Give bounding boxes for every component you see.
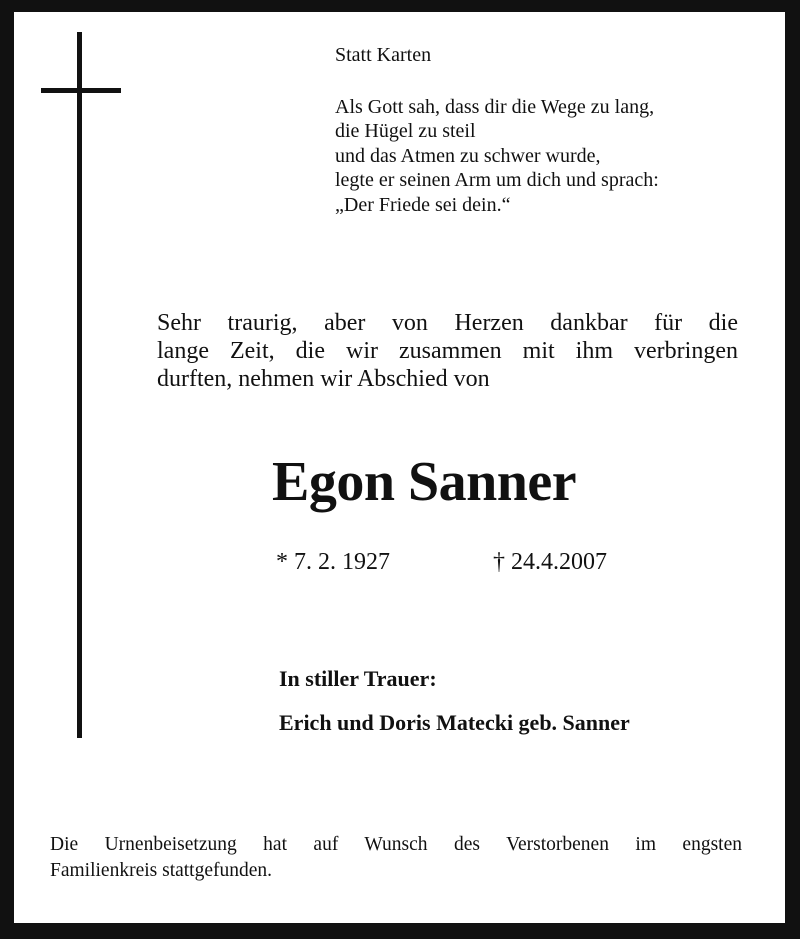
- intro-text: [157, 309, 738, 393]
- poem-line: die Hügel zu steil: [335, 120, 476, 143]
- footer-line: Familienkreis stattgefunden.: [50, 860, 273, 881]
- cross-icon-vertical-bar: [77, 32, 82, 738]
- intro-line: durften, nehmen wir Abschied von: [157, 366, 490, 392]
- poem-line: „Der Friede sei dein.“: [335, 193, 511, 216]
- mourning-heading: In stiller Trauer:: [279, 666, 437, 691]
- poem-line: legte er seinen Arm um dich und sprach:: [335, 169, 659, 192]
- intro-line: lange Zeit, die wir zusammen mit ihm verbringen: [157, 338, 738, 364]
- poem-line: und das Atmen zu schwer wurde,: [335, 144, 601, 167]
- death-date: † 24.4.2007: [493, 549, 607, 575]
- intro-line: Sehr traurig, aber von Herzen dankbar für die: [157, 310, 738, 336]
- footer-note: [50, 832, 742, 884]
- header-statt-karten: Statt Karten: [335, 44, 432, 66]
- footer-line: Die Urnenbeisetzung hat auf Wunsch des Verstorbenen im engsten: [50, 834, 742, 855]
- cross-icon-horizontal-bar: [41, 88, 121, 93]
- birth-date: * 7. 2. 1927: [276, 549, 390, 575]
- poem-line: Als Gott sah, dass dir die Wege zu lang,: [335, 96, 655, 118]
- deceased-name: Egon Sanner: [272, 451, 577, 513]
- mourners-names: Erich und Doris Matecki geb. Sanner: [279, 710, 630, 735]
- poem: [335, 95, 659, 217]
